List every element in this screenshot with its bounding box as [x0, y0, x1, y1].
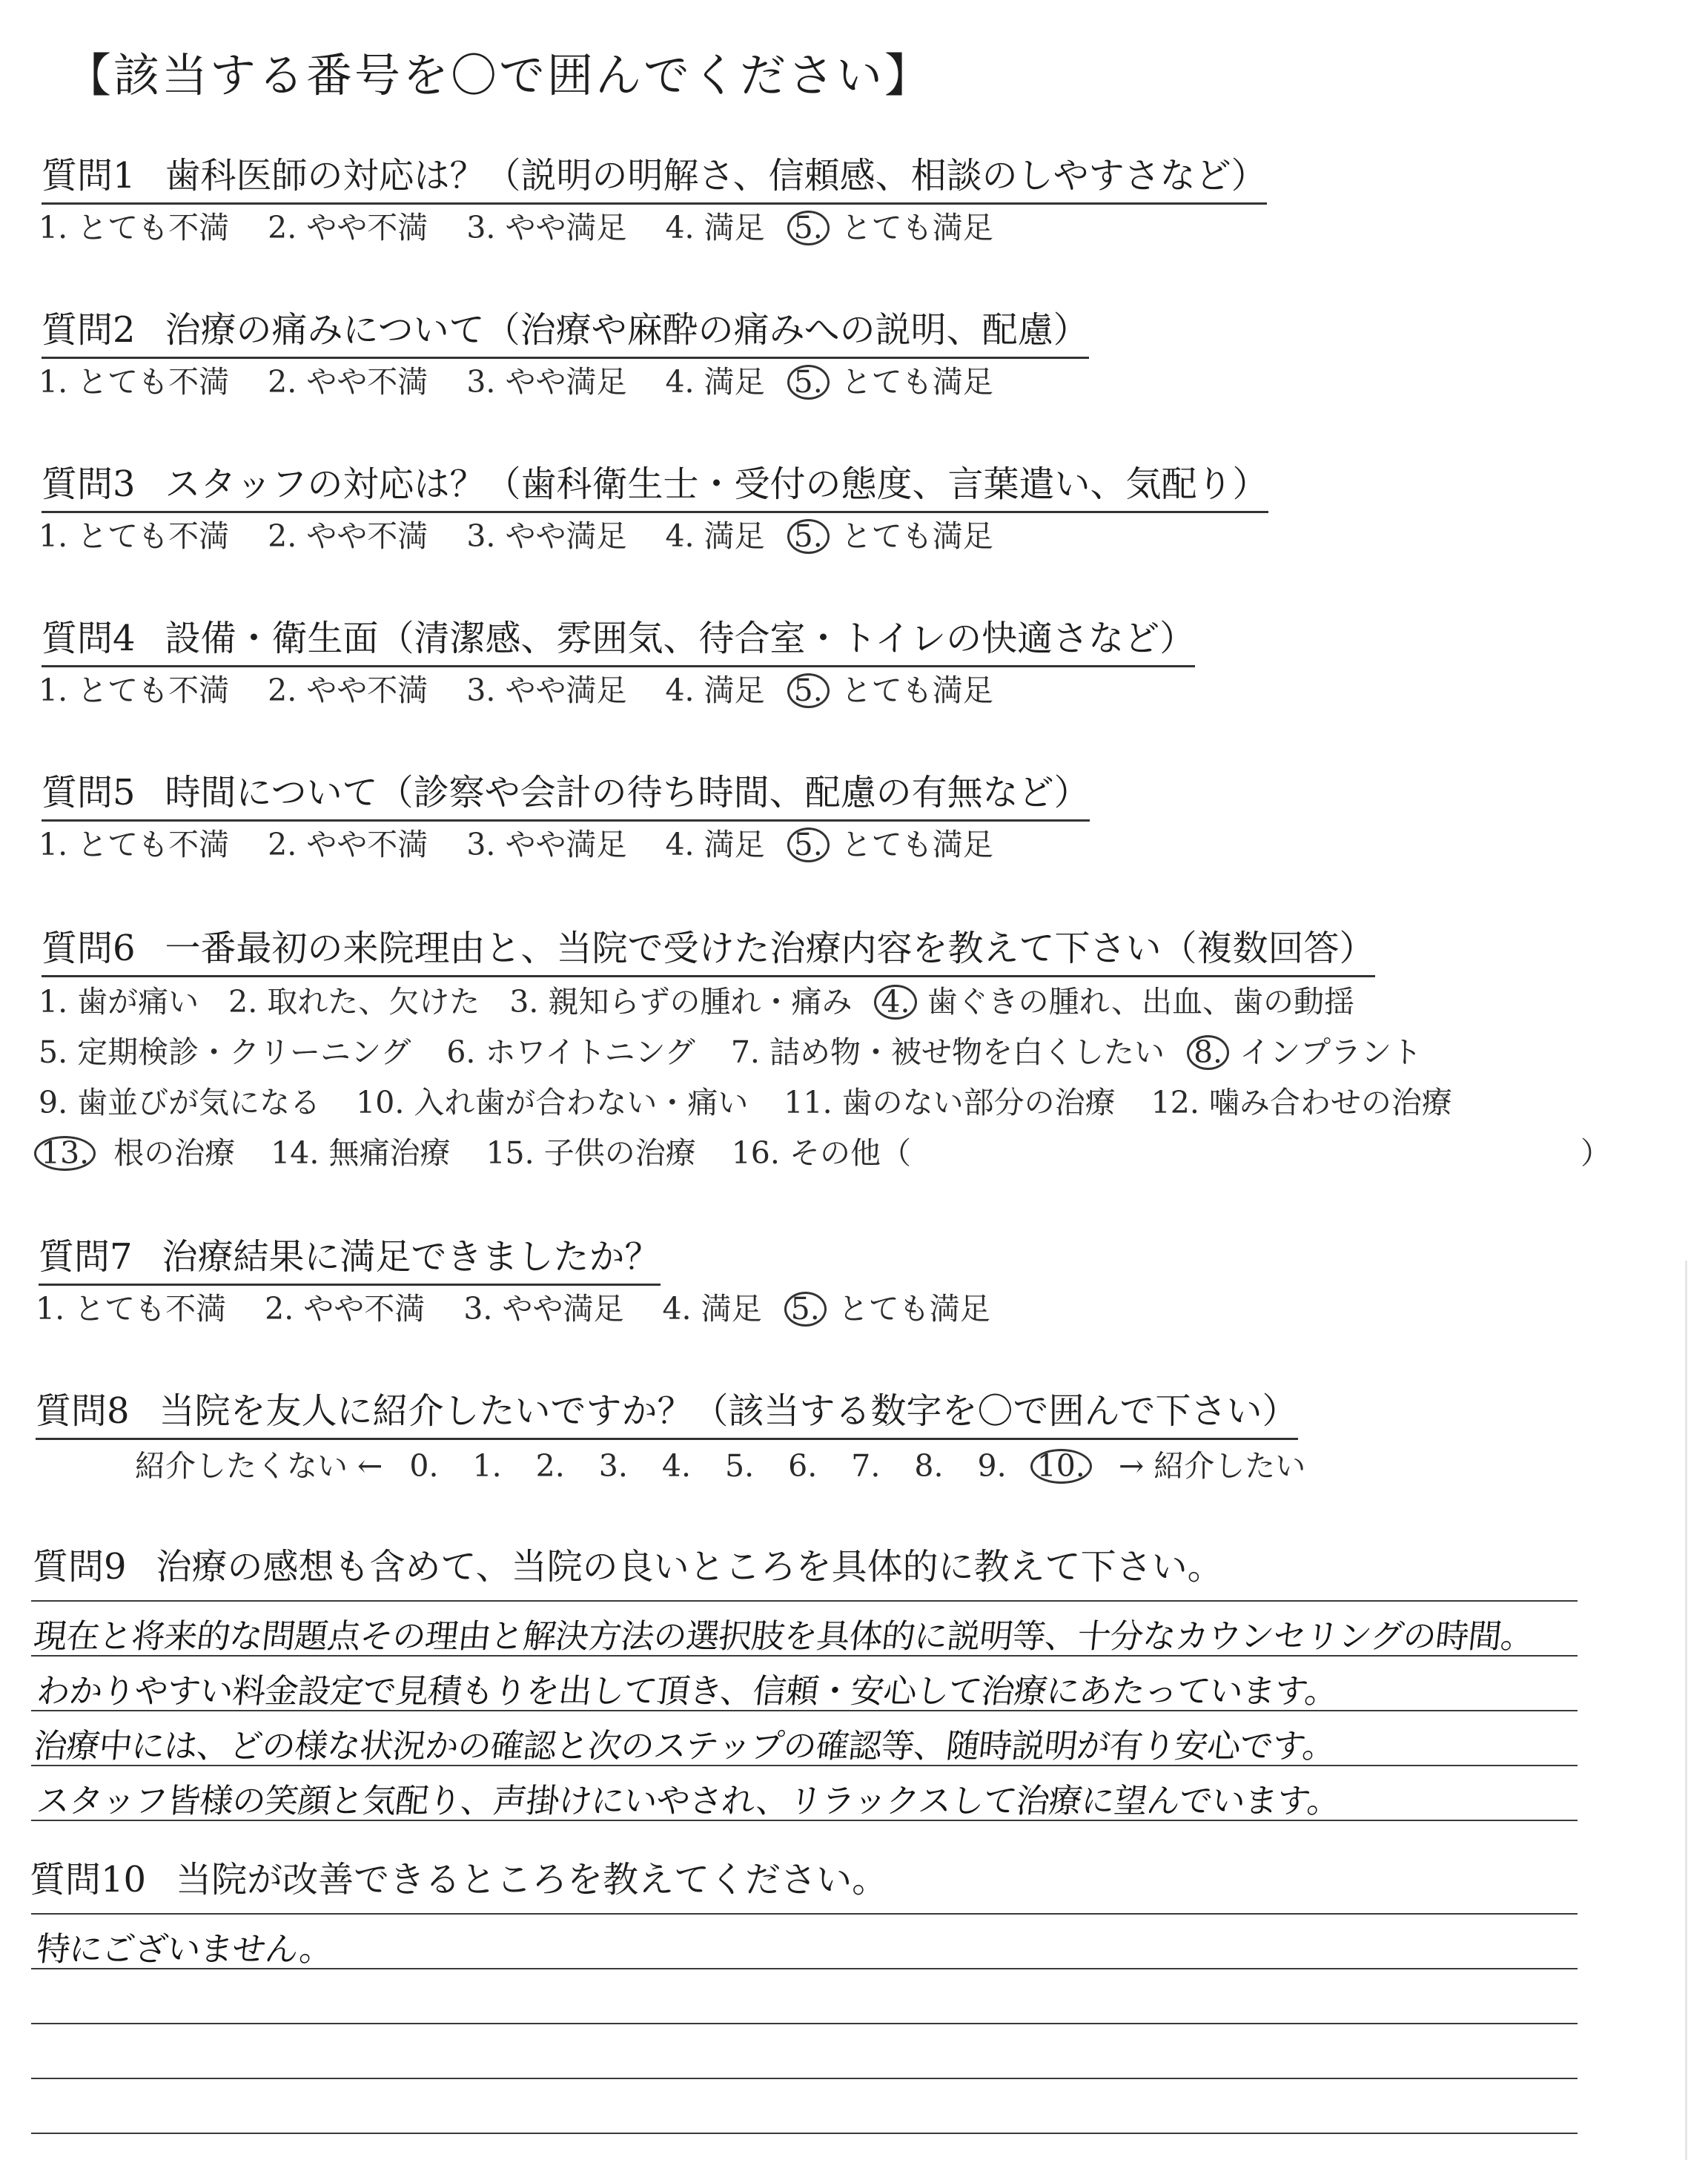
- answer-rule: [31, 2133, 1578, 2134]
- option-7[interactable]: 7. 詰め物・被せ物を白くしたい: [730, 1034, 1165, 1070]
- question-6-text: 一番最初の来院理由と、当院で受けた治療内容を教えて下さい（複数回答）: [165, 928, 1375, 969]
- choice-5-label: とても満足: [841, 364, 993, 400]
- option-14[interactable]: 14. 無痛治療: [271, 1135, 451, 1171]
- choice-2[interactable]: 2. やや不満: [268, 673, 428, 708]
- choice-1[interactable]: 1. とても不満: [39, 827, 230, 862]
- question-3-number: 質問3: [42, 463, 136, 505]
- question-6-number: 質問6: [42, 928, 136, 969]
- question-5: [42, 764, 1090, 822]
- question-6-row-2: [39, 1028, 1422, 1071]
- choice-3[interactable]: 3. やや満足: [466, 673, 627, 708]
- scale-1[interactable]: 1.: [472, 1448, 502, 1484]
- q9-handwritten-line-1: 現在と将来的な問題点その理由と解決方法の選択肢を具体的に説明等、十分なカウンセリングの時間。: [31, 1616, 1536, 1656]
- option-15[interactable]: 15. 子供の治療: [486, 1135, 696, 1171]
- choice-5-label: とても満足: [841, 827, 993, 862]
- scale-0[interactable]: 0.: [409, 1448, 439, 1484]
- q9-handwritten-line-3: 治療中には、どの様な状況かの確認と次のステップの確認等、随時説明が有り安心です。: [31, 1726, 1337, 1766]
- question-1-number: 質問1: [42, 155, 136, 196]
- circled-answer[interactable]: 5.: [787, 365, 830, 400]
- option-11[interactable]: 11. 歯のない部分の治療: [784, 1085, 1116, 1120]
- scale-right-label: → 紹介したい: [1118, 1448, 1306, 1484]
- choice-5-label: とても満足: [841, 518, 993, 554]
- answer-rule: [31, 1913, 1578, 1915]
- question-7-choices: [36, 1284, 990, 1328]
- scale-2[interactable]: 2.: [535, 1448, 565, 1484]
- option-10[interactable]: 10. 入れ歯が合わない・痛い: [356, 1085, 749, 1120]
- choice-5-label: とても満足: [841, 210, 993, 245]
- question-10-number: 質問10: [30, 1859, 147, 1900]
- scale-7[interactable]: 7.: [851, 1448, 881, 1484]
- scale-9[interactable]: 9.: [977, 1448, 1007, 1484]
- choice-4[interactable]: 4. 満足: [662, 1291, 762, 1327]
- choice-5-label: とても満足: [838, 1291, 990, 1327]
- question-4: [42, 610, 1195, 667]
- option-2[interactable]: 2. 取れた、欠けた: [228, 984, 480, 1020]
- scale-left-label: 紹介したくない ←: [135, 1448, 383, 1484]
- option-12[interactable]: 12. 噛み合わせの治療: [1151, 1085, 1452, 1120]
- question-2-number: 質問2: [42, 309, 136, 351]
- question-6-row-4: [34, 1129, 911, 1172]
- choice-4[interactable]: 4. 満足: [665, 364, 765, 400]
- question-10-text: 当院が改善できるところを教えてください。: [176, 1859, 888, 1900]
- choice-4[interactable]: 4. 満足: [665, 518, 765, 554]
- circled-answer[interactable]: 5.: [784, 1292, 827, 1327]
- scale-5[interactable]: 5.: [725, 1448, 755, 1484]
- option-16-close-paren: ）: [1580, 1135, 1611, 1171]
- answer-rule: [31, 2078, 1578, 2079]
- question-6-row-1: [39, 977, 1354, 1021]
- question-4-number: 質問4: [42, 618, 136, 659]
- question-7-number: 質問7: [39, 1236, 133, 1278]
- answer-rule: [31, 1600, 1578, 1602]
- question-2-text: 治療の痛みについて（治療や麻酔の痛みへの説明、配慮）: [165, 309, 1089, 351]
- question-5-text: 時間について（診察や会計の待ち時間、配慮の有無など）: [165, 772, 1090, 813]
- scale-3[interactable]: 3.: [598, 1448, 628, 1484]
- choice-1[interactable]: 1. とても不満: [39, 210, 230, 245]
- question-5-choices: [39, 820, 993, 864]
- choice-2[interactable]: 2. やや不満: [268, 210, 428, 245]
- question-2: [42, 301, 1089, 359]
- question-5-number: 質問5: [42, 772, 136, 813]
- option-1[interactable]: 1. 歯が痛い: [39, 984, 199, 1020]
- question-4-choices: [39, 666, 993, 710]
- choice-1[interactable]: 1. とても不満: [36, 1291, 227, 1327]
- q9-handwritten-line-2: わかりやすい料金設定で見積もりを出して頂き、信頼・安心して治療にあたっています。: [34, 1671, 1340, 1711]
- option-8-circled[interactable]: 8.: [1187, 1035, 1229, 1070]
- question-8-number: 質問8: [36, 1390, 130, 1432]
- option-8-label: インプラント: [1239, 1034, 1423, 1070]
- choice-1[interactable]: 1. とても不満: [39, 518, 230, 554]
- question-6-row-3: [39, 1078, 1452, 1122]
- choice-1[interactable]: 1. とても不満: [39, 673, 230, 708]
- question-8: [36, 1382, 1298, 1440]
- option-9[interactable]: 9. 歯並びが気になる: [39, 1085, 321, 1120]
- page-header: 【該当する番号を〇で囲んでください】: [65, 48, 933, 102]
- q10-handwritten-answer: 特にございません。: [34, 1929, 335, 1969]
- question-8-text: 当院を友人に紹介したいですか？（該当する数字を〇で囲んで下さい）: [159, 1390, 1298, 1432]
- choice-3[interactable]: 3. やや満足: [463, 1291, 624, 1327]
- circled-answer[interactable]: 5.: [787, 211, 830, 245]
- circled-answer[interactable]: 5.: [787, 519, 830, 554]
- circled-answer[interactable]: 5.: [787, 673, 830, 708]
- choice-4[interactable]: 4. 満足: [665, 210, 765, 245]
- choice-4[interactable]: 4. 満足: [665, 673, 765, 708]
- option-4-circled[interactable]: 4.: [874, 985, 916, 1020]
- question-10: [30, 1851, 887, 1906]
- question-4-text: 設備・衛生面（清潔感、雰囲気、待合室・トイレの快適さなど）: [165, 618, 1196, 659]
- circled-answer[interactable]: 5.: [787, 828, 830, 862]
- question-7: [39, 1228, 661, 1286]
- choice-3[interactable]: 3. やや満足: [466, 364, 627, 400]
- option-16[interactable]: 16. その他（: [731, 1135, 911, 1171]
- choice-2[interactable]: 2. やや不満: [265, 1291, 426, 1327]
- answer-rule: [31, 2023, 1578, 2024]
- scale-6[interactable]: 6.: [788, 1448, 818, 1484]
- question-8-scale: [135, 1441, 1305, 1485]
- question-2-choices: [39, 357, 993, 401]
- question-1-choices: [39, 203, 993, 247]
- question-6: [42, 919, 1375, 977]
- option-5[interactable]: 5. 定期検診・クリーニング: [39, 1034, 411, 1070]
- scale-8[interactable]: 8.: [914, 1448, 944, 1484]
- question-1-text: 歯科医師の対応は？（説明の明解さ、信頼感、相談のしやすさなど）: [165, 155, 1267, 196]
- question-9: [33, 1538, 1223, 1593]
- option-13-circled[interactable]: 13.: [34, 1136, 96, 1171]
- question-7-text: 治療結果に満足できましたか？: [162, 1236, 661, 1278]
- choice-3[interactable]: 3. やや満足: [466, 827, 627, 862]
- question-9-text: 治療の感想も含めて、当院の良いところを具体的に教えて下さい。: [156, 1546, 1223, 1588]
- choice-5-label: とても満足: [841, 673, 993, 708]
- option-4-label: 歯ぐきの腫れ、出血、歯の動揺: [927, 984, 1355, 1020]
- option-6[interactable]: 6. ホワイトニング: [446, 1034, 695, 1070]
- choice-4[interactable]: 4. 満足: [665, 827, 765, 862]
- question-1: [42, 147, 1267, 205]
- question-3: [42, 455, 1268, 513]
- scale-10-circled[interactable]: 10.: [1030, 1449, 1092, 1484]
- option-3[interactable]: 3. 親知らずの腫れ・痛み: [509, 984, 853, 1020]
- choice-2[interactable]: 2. やや不満: [268, 364, 428, 400]
- question-3-choices: [39, 512, 993, 555]
- choice-1[interactable]: 1. とても不満: [39, 364, 230, 400]
- choice-3[interactable]: 3. やや満足: [466, 518, 627, 554]
- question-3-text: スタッフの対応は？（歯科衛生士・受付の態度、言葉遣い、気配り）: [165, 463, 1268, 505]
- choice-3[interactable]: 3. やや満足: [466, 210, 627, 245]
- scale-4[interactable]: 4.: [661, 1448, 692, 1484]
- choice-2[interactable]: 2. やや不満: [268, 518, 428, 554]
- question-9-number: 質問9: [33, 1546, 127, 1588]
- scan-edge: [1685, 1261, 1687, 2160]
- choice-2[interactable]: 2. やや不満: [268, 827, 428, 862]
- option-13-label: 根の治療: [113, 1135, 236, 1171]
- q9-handwritten-line-4: スタッフ皆様の笑顔と気配り、声掛けにいやされ、リラックスして治療に望んでいます。: [34, 1781, 1343, 1820]
